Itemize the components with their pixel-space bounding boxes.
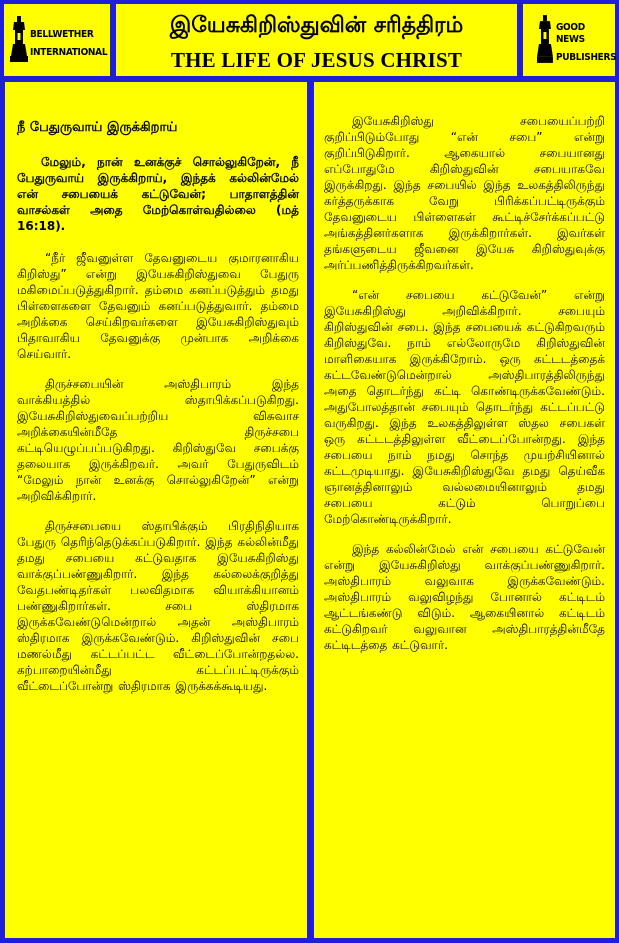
right-column xyxy=(314,82,615,938)
bellwether-logo-box xyxy=(4,4,110,76)
bell-tower-icon xyxy=(537,15,553,63)
logo-line1: BELLWETHER xyxy=(30,29,94,40)
logo-line1: GOOD NEWS xyxy=(555,22,585,45)
logo-line2: PUBLISHERS xyxy=(555,52,617,63)
paragraph: திருச்சபையை ஸ்தாபிக்கும் பிரதிநிதியாக பேதுரு தெரிந்தெடுக்கப்படுகிறார். இந்த கல்லின்மீது தமது சபையை கட்டுவதாக இயேசுகிறிஸ்து வாக்குப்பண்ணுகிறார். இந்த கல்லைக்குறித்து வேதபண்டிதர்கள் பலவிதமாக வியாக்கியானம் பண்ணுகிறார்கள். சபை ஸ்திரமாக இருக்கவேண்டுமென்றால் அதன் அஸ்திபாரம் ஸ்திரமாக இருக்கவேண்டும். கிறிஸ்துவின் சபை மணல்மீது கட்டப்பட்ட வீட்டைப்போன்றதல்ல. கற்பாறையின்மீது கட்டப்பட்டிருக்கும் வீட்டைப்போன்று ஸ்திரமாக இருக்கக்கூடியது. xyxy=(17,519,299,693)
good-news-logo xyxy=(537,14,616,64)
bellwether-logo xyxy=(10,16,107,62)
good-news-logo-box xyxy=(523,4,615,76)
bell-tower-icon xyxy=(10,16,28,62)
scripture-quote: மேலும், நான் உனக்குச் சொல்லுகிறேன், நீ பேதுருவாய் இருக்கிறாய், இந்தக் கல்லின்மேல் என் சபையைக் கட்டுவேன்; பாதாளத்தின் வாசல்கள் அதை மேற்கொள்வதில்லை (மத் 16:18). xyxy=(17,155,299,233)
left-column xyxy=(5,82,307,938)
paragraph: “நீர் ஜீவனுள்ள தேவனுடைய குமாரனாகிய கிறிஸ்து” என்று இயேசுகிறிஸ்துவை பேதுரு மகிமைப்படுத்துகிறார். தம்மை கனப்படுத்தும் தமது பிள்ளைகளை தேவனும் கனப்படுத்துவார். தம்மை அறிக்கை செய்கிறவர்களை இயேசுகிறிஸ்துவும் பிதாவாகிய தேவனுக்கு முன்பாக அறிக்கை செய்வார். xyxy=(17,251,299,361)
english-title: THE LIFE OF JESUS CHRIST xyxy=(170,48,463,72)
right-column-content xyxy=(314,113,615,653)
section-heading: நீ பேதுருவாய் இருக்கிறாய் xyxy=(17,120,178,135)
title-box xyxy=(116,4,517,76)
logo-line2: INTERNATIONAL xyxy=(30,47,108,58)
paragraph: திருச்சபையின் அஸ்திபாரம் இந்த வாக்கியத்தில் ஸ்தாபிக்கப்படுகிறது. இயேசுகிறிஸ்துவைப்பற்றிய விசுவாச அறிக்கையின்மீதே திருச்சபை கட்டியெழுப்பப்படுகிறது. கிறிஸ்துவே சபைக்கு தலையாக இருக்கிறவர். அவர் பேதுருவிடம் “மேலும் நான் உனக்கு சொல்லுகிறேன்” என்று அறிவிக்கிறார். xyxy=(17,377,299,503)
paragraph: இயேசுகிறிஸ்து சபையைப்பற்றி குறிப்பிடும்போது “என் சபை” என்று குறிப்பிடுகிறார். ஆகையால் சபையானது எப்போதுமே கிறிஸ்துவின் சபையாகவே இருக்கிறது. இந்த சபையில் இந்த உலகத்திலிருந்து கர்த்தருக்காக வேறு பிரிக்கப்பட்டிருக்கும் தேவனுடைய பிள்ளைகள் கூட்டிச்சேர்க்கப்பட்டு அங்கத்தினர்களாக இருக்கிறார்கள். இவர்கள் தங்களுடைய ஜீவனை இயேசு கிறிஸ்துவுக்கு அர்ப்பணித்திருக்கிறவர்கள். xyxy=(324,114,605,272)
left-column-content xyxy=(5,119,307,694)
paragraph: “என் சபையை கட்டுவேன்” என்று இயேசுகிறிஸ்து அறிவிக்கிறார். சபையும் கிறிஸ்துவின் சபை. இந்த சபையைக் கட்டுகிறவரும் கிறிஸ்துவே. நாம் எல்லோருமே கிறிஸ்துவின் மாளிகையாக இருக்கிறோம். ஒரு கட்டடத்தைக் கட்டவேண்டுமென்றால் அஸ்திபாரத்திலிருந்து அதை தொடர்ந்து கட்டி கொண்டிருக்கவேண்டும். அதுபோலத்தான் சபையும் தொடர்ந்து கட்டப்பட்டு வருகிறது. இந்த உலகத்திலுள்ள ஸ்தல சபைகள் ஒரு கட்டடத்திலுள்ள வீட்டைப்போன்றது. இந்த சபையை நாம் நமது சொந்த முயற்சியினால் கட்டமுடியாது. இயேசுகிறிஸ்துவே தமது தெய்வீக ஞானத்தினாலும் வல்லமையினாலும் தமது சபையை கட்டும் பொறுப்பை மேற்கொண்டிருக்கிறார். xyxy=(324,288,605,526)
paragraph: இந்த கல்லின்மேல் என் சபையை கட்டுவேன் என்று இயேசுகிறிஸ்து வாக்குப்பண்ணுகிறார். அஸ்திபாரம் வலுவாக இருக்கவேண்டும். அஸ்திபாரம் வலுவிழந்து போனால் கட்டிடம் ஆட்டங்கண்டு விடும். ஆகையினால் கட்டிடம் கட்டுகிறவர் வலுவான அஸ்திபாரத்தின்மீதே கட்டிடத்தை கட்டுவார். xyxy=(324,542,605,652)
tamil-title: இயேசுகிறிஸ்துவின் சரித்திரம் xyxy=(169,13,464,38)
